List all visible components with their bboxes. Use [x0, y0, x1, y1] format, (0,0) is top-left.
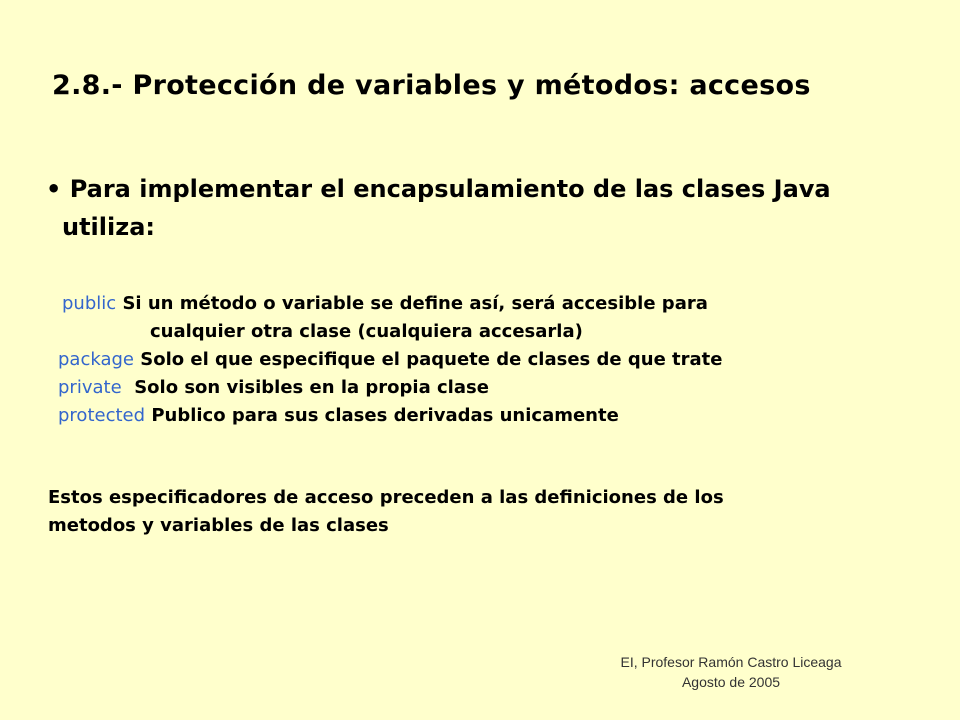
footer-author: EI, Profesor Ramón Castro Liceaga: [620, 654, 842, 670]
bullet-line-1: [46, 170, 946, 208]
bullet-text-line-1: Para implementar el encapsulamiento de las clases Java: [69, 175, 831, 203]
modifier-row-public-continuation: cualquier otra clase (cualquiera accesarla): [150, 321, 583, 342]
modifier-description-public: Si un método o variable se define así, será accesible para: [122, 293, 708, 314]
modifier-row-public: [58, 290, 938, 318]
modifier-row-package: [58, 346, 938, 374]
bullet-marker: •: [46, 175, 62, 203]
slide-title: 2.8.- Protección de variables y métodos: accesos: [52, 70, 811, 101]
modifier-description-private: Solo son visibles en la propia clase: [134, 377, 489, 398]
modifier-keyword-public: public: [62, 293, 117, 314]
modifier-keyword-protected: protected: [58, 405, 146, 426]
summary-line-1: Estos especificadores de acceso preceden a las definiciones de los: [48, 487, 724, 508]
summary-line-2: metodos y variables de las clases: [48, 515, 389, 536]
bullet-point: [46, 170, 946, 246]
modifier-row-private: [58, 374, 938, 402]
modifier-row-protected: [58, 402, 938, 430]
summary-paragraph: [48, 484, 928, 540]
modifier-description-package: Solo el que especifique el paquete de clases de que trate: [140, 349, 723, 370]
footer-date: Agosto de 2005: [681, 674, 781, 690]
access-modifier-list: [58, 290, 938, 430]
modifier-keyword-package: package: [58, 349, 134, 370]
slide-footer: [560, 652, 902, 692]
bullet-line-2: utiliza:: [62, 213, 155, 241]
modifier-description-protected: Publico para sus clases derivadas unicamente: [151, 405, 619, 426]
modifier-keyword-private: private: [58, 377, 122, 398]
